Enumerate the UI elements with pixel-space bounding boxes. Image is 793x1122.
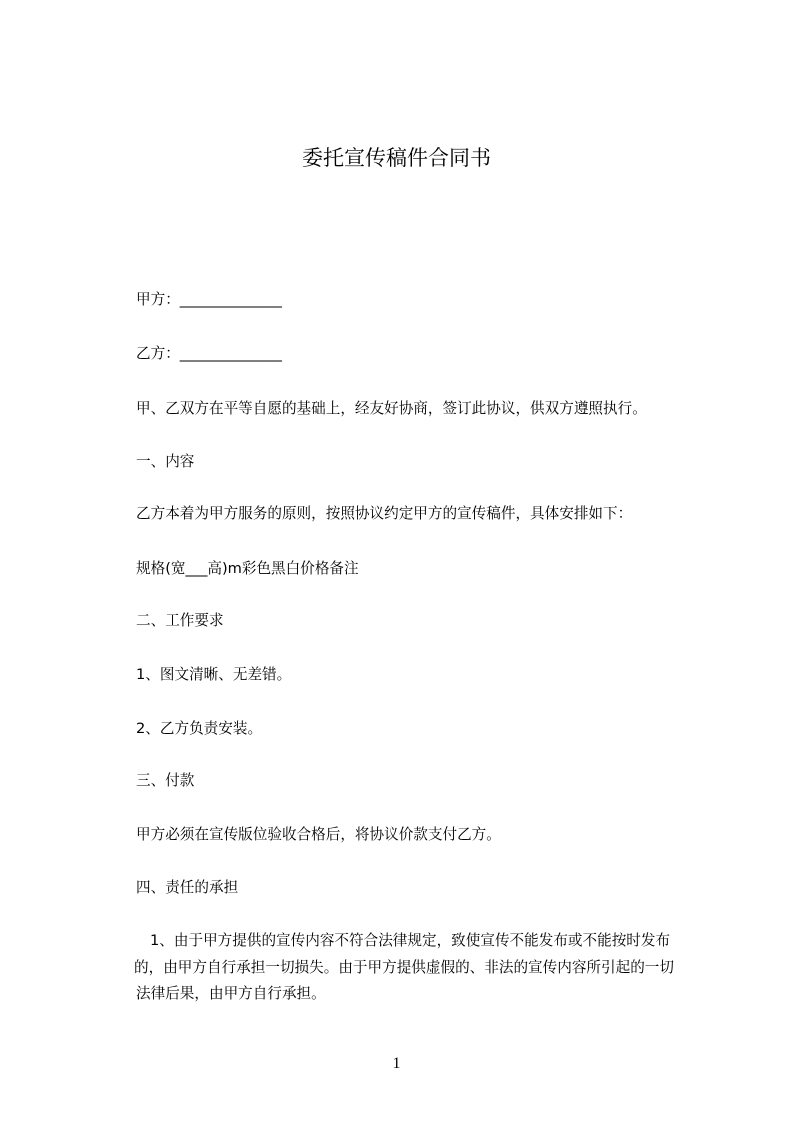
party-b-field: 乙方：______________ — [136, 345, 282, 362]
section3-text: 甲方必须在宣传版位验收合格后，将协议价款支付乙方。 — [136, 826, 501, 843]
section1-text: 乙方本着为甲方服务的原则，按照协议约定甲方的宣传稿件，具体安排如下： — [136, 505, 633, 522]
document-title: 委托宣传稿件合同书 — [302, 146, 491, 170]
section2-item: 1、图文清晰、无差错。 — [136, 666, 292, 683]
section2-heading: 二、工作要求 — [136, 612, 224, 629]
section4-para-line: 法律后果，由甲方自行承担。 — [136, 985, 326, 1002]
section3-heading: 三、付款 — [136, 772, 195, 789]
intro-paragraph: 甲、乙双方在平等自愿的基础上，经友好协商，签订此协议，供双方遵照执行。 — [136, 400, 647, 417]
section4-para-line: 1、由于甲方提供的宣传内容不符合法律规定，致使宣传不能发布或不能按时发布 — [150, 932, 671, 949]
page-number: 1 — [392, 1055, 401, 1072]
section2-item: 2、乙方负责安装。 — [136, 720, 263, 737]
section1-heading: 一、内容 — [136, 453, 195, 470]
section4-para-line: 的，由甲方自行承担一切损失。由于甲方提供虚假的、非法的宣传内容所引起的一切 — [134, 959, 674, 976]
section1-spec: 规格(宽___高)m彩色黑白价格备注 — [136, 560, 359, 577]
section4-heading: 四、责任的承担 — [136, 879, 239, 896]
party-a-field: 甲方：______________ — [136, 291, 282, 308]
